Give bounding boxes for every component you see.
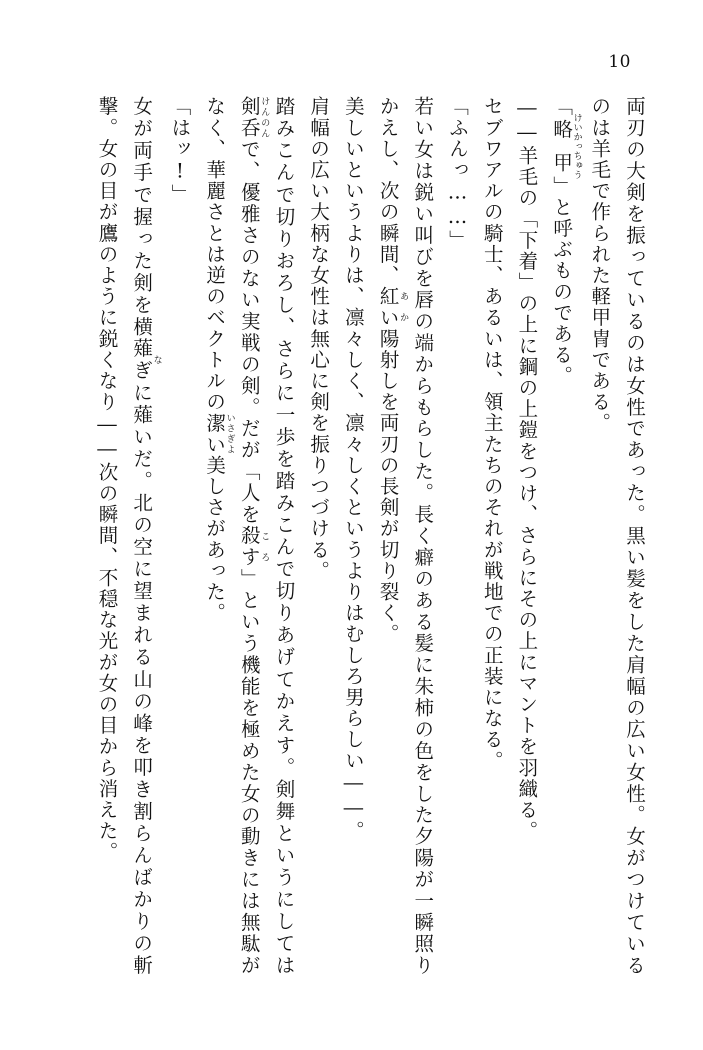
ruby-annotation: 剣呑けんのん: [237, 96, 270, 139]
paragraph: 美しいというよりは、凛々しく、凛々しくというよりはむしろ男らしい――。: [341, 96, 365, 842]
ruby-annotation: 潔いいさぎよ: [203, 412, 235, 455]
paragraph: 女が両手で握った剣を横薙ぎなに薙いだ。北の空に望まれる山の峰を叩き割らんばかりの斬撃。女の目が鷹のように鋭くなり――次の瞬間、不穏な光が女の目から消えた。: [95, 96, 162, 976]
page-text-body: [62, 96, 651, 976]
ruby-annotation: 略甲けいかっちゅう: [550, 113, 582, 180]
paragraph: 「はッ!」: [168, 96, 192, 205]
ruby-annotation: 殺すころ: [237, 525, 270, 569]
paragraph: 踏みこんで切りおろし、さらに一歩を踏みこんで切りあげてかえす。剣舞というにしては剣呑けんのんで、優雅さのない実戦の剣。だが「人を殺すころ」という機能を極めた女の動きには無駄がなく、華麗さとは逆のベクトルの潔いいさぎよ美しさがあった。: [203, 96, 296, 976]
page-number: 10: [608, 52, 631, 72]
paragraph: 「略甲けいかっちゅう」と呼ぶものである。: [550, 96, 582, 387]
ruby-annotation: 紅いあか: [376, 285, 409, 329]
paragraph: セブワアルの騎士、あるいは、領主たちのそれが戦地での正装になる。: [480, 96, 504, 772]
paragraph: 両刃の大剣を振っているのは女性であった。黒い髪をした肩幅の広い女性。女がつけているのは羊毛で作られた軽甲冑である。: [588, 96, 646, 976]
paragraph: ――羊毛の「下着」の上に鋼の上鎧をつけ、さらにその上にマントを羽織る。: [515, 96, 539, 842]
paragraph: 若い女は鋭い叫びを唇の端からもらした。長く癖のある髪に朱柿の色をした夕陽が一瞬照りかえし、次の瞬間、紅いあか陽射しを両刃の長剣が切り裂く。: [376, 96, 435, 976]
paragraph: 「ふんっ……」: [445, 96, 469, 251]
ruby-annotation: 薙ぎな: [130, 338, 162, 383]
paragraph: 肩幅の広い大柄な女性は無心に剣を振りつづける。: [307, 96, 331, 582]
